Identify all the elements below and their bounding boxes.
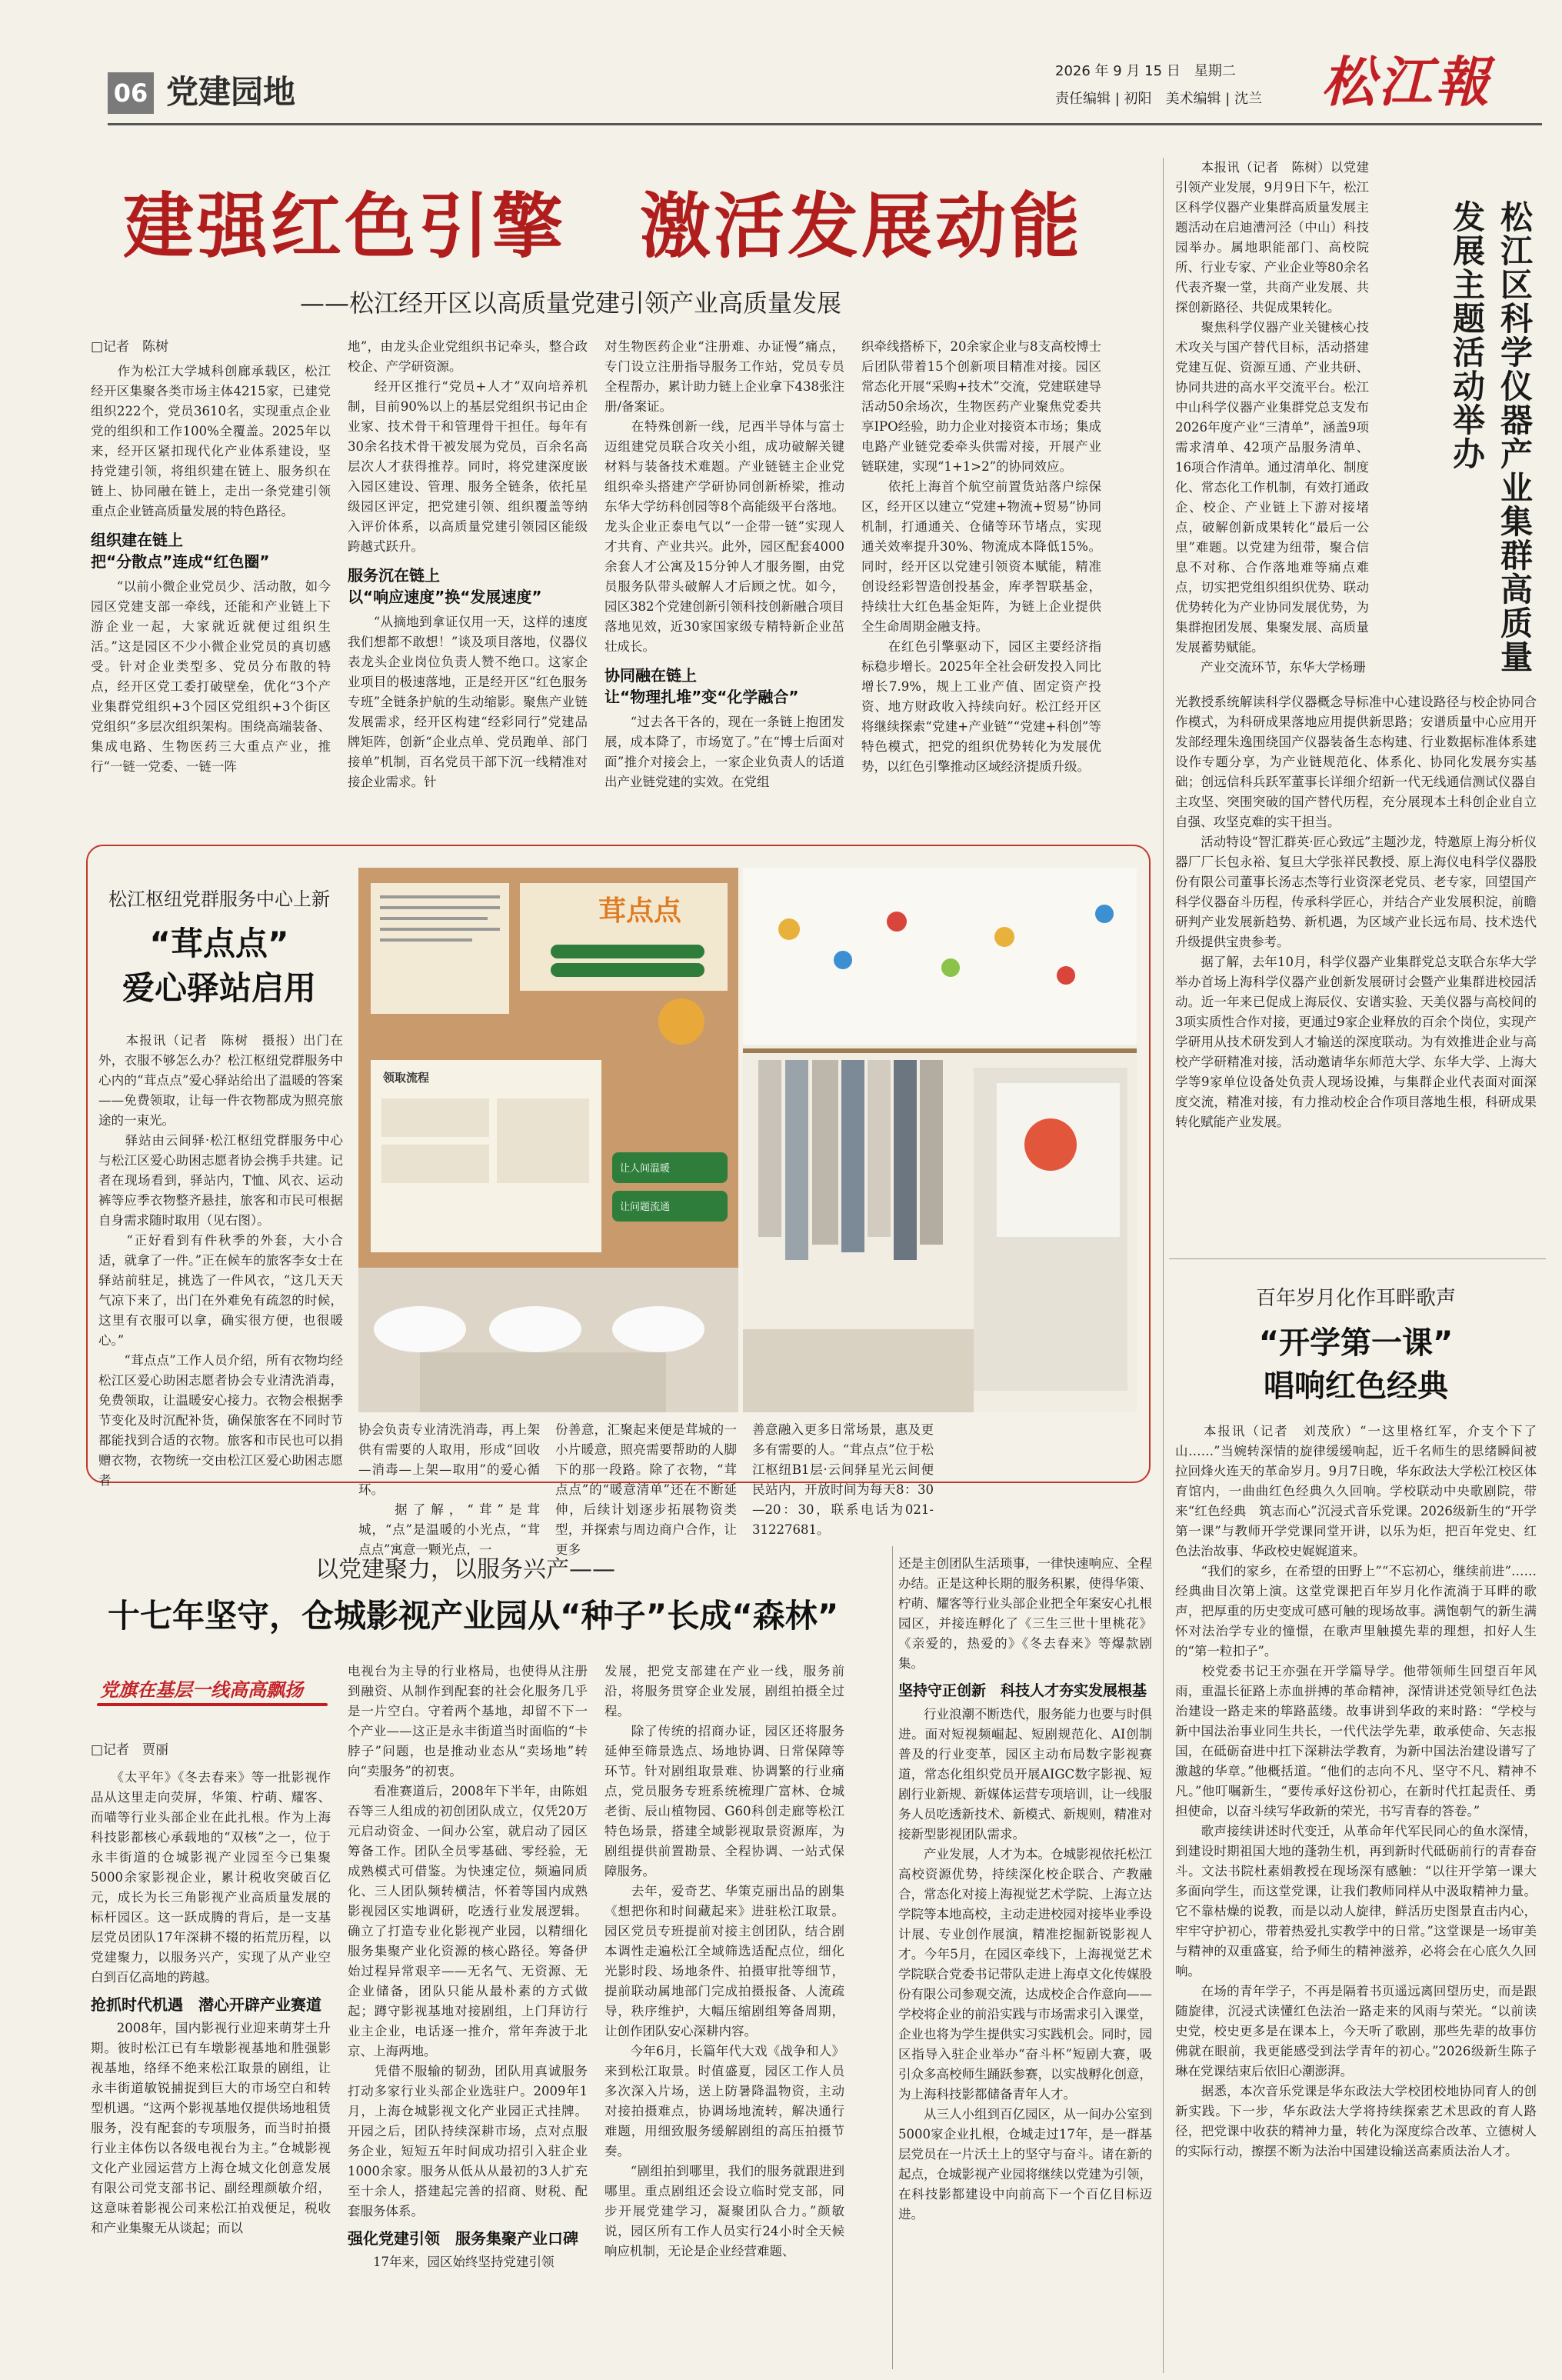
party-flag-banner — [97, 1677, 343, 1711]
lead-column-1 — [91, 362, 331, 777]
lead-column-3 — [604, 337, 844, 792]
lead-subhead: ——松江经开区以高质量党建引领产业高质量发展 — [300, 288, 842, 318]
bottom-column-2 — [348, 1662, 588, 2272]
section-title: 党建园地 — [166, 73, 296, 111]
bottom-divider — [892, 1546, 893, 2369]
feature-title: “茸点点” 爱心驿站启用 — [122, 925, 316, 1007]
right-column-divider — [1163, 158, 1164, 2373]
masthead-rule — [108, 123, 1542, 125]
right-bottom-kicker: 百年岁月化作耳畔歌声 — [1255, 1287, 1456, 1310]
lead-col3-subhead: 协同融在链上 让“物理扎堆”变“化学融合” — [604, 666, 799, 706]
bottom-column-4b — [898, 1554, 1152, 2225]
right-story-body-top: 本报讯（记者 陈树）以党建引领产业发展，9月9日下午，松江区科学仪器产业集群高质量发展主题活动在启迪漕河泾（中山）科技园举办。属地职能部门、高校院所、行业专家、产业企业等80余名代表齐聚一堂，共商产业发展、共探创新路径、共促成果转化。 聚焦科学仪器产业关键核心技术攻关与国产替代目标，活动搭建党建互促、资源互通、产业共研、协同共进的高水平交流平台。松江中山科学仪器产业集群党总支发布2026年度产业“三清单”，涵盖9项需求清单、42项产品服务清单、16项合作清单。通过清单化、制度化、常态化工作机制，有效打通政企、校企、产业链上下游对接堵点，破解创新成果转化“最后一公里”难题。以党建为纽带，聚合信息不对称、合作落地难等痛点难点，切实把党组织组织优势、联动优势转化为产业协同发展优势，为集群抱团发展、集聚发展、高质量发展蓄势赋能。 产业交流环节，东华大学杨珊 — [1175, 160, 1369, 675]
right-bottom-text: 本报讯（记者 刘茂欣）“一这里格红军，介支个下了山……”当婉转深情的旋律缓缓响起，近千名师生的思绪瞬间被拉回烽火连天的革命岁月。9月7日晚，华东政法大学松江校区体育馆内，一曲曲红色经典久久回响。学校联动中央歌剧院，带来“红色经典 筑志而心”沉浸式音乐党课。2026级新生的“开学第一课”与教师开学党课同堂开讲，以乐为炬，把百年党史、红色法治故事、华政校史娓娓道来。 “我们的家乡，在希望的田野上”“不忘初心，继续前进”……经典曲目次第上演。这堂党课把百年岁月化作流淌于耳畔的歌声，把厚重的历史变成可感可触的现场故事。满饱朝气的新生满怀对法治学专业的憧憬，在歌声里触摸先辈的理想，扣好人生的“第一粒扣子”。 校党委书记王亦强在开学篇导学。他带领师生回望百年风雨，重温长征路上赤血拼搏的革命精神，深情讲述党领导红色法治建设一路走来的筚路蓝缕。故事讲到华政的来时路：“学校与新中国法治事业同生共长，一代代法学先辈，敢承使命、矢志报国，在砥砺奋进中扛下深耕法学教育，为新中国法治建设谱写了激越的华章。”他概括道。“他们的志向不凡、坚守不凡、精神不凡。”他叮嘱新生，“要传承好这份初心，在新时代扛起责任、勇担使命，以奋斗续写华政新的荣光，书写青春的答卷。” 歌声接续讲述时代变迁，从革命年代军民同心的鱼水深情，到建设时期祖国大地的蓬勃生机，再到新时代砥砺前行的青春奋斗。文法书院杜素娟教授在现场深有感触：“以往开学第一课大多面向学生，而这堂党课，让我们教师同样从中汲取精神力量。它不靠枯燥的说教，而是以动人旋律，鲜活历史图景直击内心，牢牢守护初心，带着热爱扎实教学中的日常。”这堂课是一场审美与精神的双重盛宴，给予师生的精神滋养，必将会在心底久久回响。 在场的青年学子，不再是隔着书页遥远离回望历史，而是跟随旋律，沉浸式读懂红色法治一路走来的风雨与荣光。“以前读史党，校史更多是在课本上，今天听了歌剧，那些先辈的故事仿佛就在眼前，我更能感受到法学青年的初心。”2026级新生陈子琳在党课结束后依旧心潮澎湃。 据悉，本次音乐党课是华东政法大学校团校地协同育人的创新实践。下一步，华东政法大学将持续探索艺术思政的育人路径，把党课中收获的精神力量，转化为深度综合改革、立德树人的实际行动，擦摆不断为法治中国建设输送高素质法治人才。 — [1175, 1424, 1537, 2158]
board-guide-title: 领取流程 — [383, 1071, 430, 1085]
bottom-col4-text: 还是主创团队生活琐事，一律快速响应、全程办结。正是这种长期的服务积累，使得华策、柠萌、耀客等行业头部企业把全年案安心扎根园区，并接连孵化了《三生三世十里桃花》《亲爱的，热爱的》《冬去春来》等爆款剧集。 — [898, 1556, 1152, 1671]
board-tag-2: 让问题流通 — [620, 1202, 671, 1213]
right-story-headline: 松江区科学仪器产业集群高质量发展主题活动举办 — [1448, 200, 1534, 674]
bottom-col1-text-b: 2008年，国内影视行业迎来萌芽土升期。彼时松江已有车墩影视基地和胜强影视基地，络绎不绝来松江取景的剧组，让永丰街道敏锐捕捉到巨大的市场空白和转型机遇。“这两个影视基地仅提供场地租赁服务，没有配套的专项服务，而当时拍摄行业主体伤以各级电视台为主。”仓城影视文化产业园运营方上海仓城文化创意发展有限公司党支部书记、副经理颜敏介绍，这意味着影视公司来松江拍戏便足，税收和产业集聚无从谈起；而以 — [91, 2021, 331, 2235]
masthead — [0, 0, 1562, 131]
bottom-col4-text-b: 行业浪潮不断迭代，服务能力也要与时俱进。面对短视频崛起、短剧规范化、AI创制普及的行业变革，园区主动布局数字影视赛道，常态化组织党员开展AIGC数字影视、短剧行业新规、新媒体运营专项培训，让一线服务人员吃透新技术、新模式、新规则，精准对接新型影视团队需求。 产业发展，人才为本。仓城影视依托松江高校资源优势，持续深化校企联合、产教融合，常态化对接上海视觉艺术学院、上海立达学院等本地高校，主动走进校园对接毕业季设计展、专业创作展演，精准挖掘新锐影视人才。今年5月，在园区牵线下，上海视觉艺术学院联合党委书记带队走进上海卓文化传媒股份有限公司参观交流，达成校企合作意向——学校将企业的前沿实践与市场需求引入课堂，企业也将为学生提供实习实践机会。同时，园区指导入驻企业举办“奋斗杯”短剧大赛，吸引众多高校师生踊跃参赛，以实战孵化创意，为上海科技影都储备青年人才。 从三人小组到百亿园区，从一间办公室到5000家企业扎根，仓城走过17年，是一群基层党员在一片沃土上的坚守与奋斗。诸在新的起点，仓城影视产业园将继续以党建为引领，在科技影都建设中向前高下一个百亿目标迈进。 — [898, 1707, 1152, 2222]
board-sign-title: 茸点点 — [598, 895, 682, 927]
bottom-headline: 十七年坚守，仓城影视产业园从“种子”长成“森林” — [108, 1597, 839, 1635]
right-story-text — [1175, 158, 1369, 678]
feature-col1-text: 本报讯（记者 陈树 摄报）出门在外，衣服不够怎么办？松江枢纽党群服务中心内的“茸点点”爱心驿站给出了温暖的答案——免费领取，让每一件衣物都成为照亮旅途的一束光。 驿站由云间驿·松江枢纽党群服务中心与松江区爱心助困志愿者协会携手共建。记者在现场看到，驿站内，T恤、风衣、运动裤等应季衣物整齐悬挂，旅客和市民可根据自身需求随时取用（见右图）。 “正好看到有件秋季的外套，大小合适，就拿了一件。”正在候车的旅客李女士在驿站前驻足，挑选了一件风衣，“这几天天气凉下来了，出门在外难免有疏忽的时候，这里有衣服可以拿，确实很方便，也很暖心。” “茸点点”工作人员介绍，所有衣物均经松江区爱心助困志愿者协会专业清洗消毒，免费领取，让温暖安心接力。衣物会根据季节变化及时沉配补货，确保旅客在不同时节都能找到合适的衣物。旅客和市民也可以捐赠衣物，衣物统一交由松江区爱心助困志愿者 — [98, 1033, 343, 1488]
editors-line: 责任编辑 | 初阳 美术编辑 | 沈兰 — [1055, 91, 1263, 107]
feature-photo-clothes — [743, 868, 1137, 1412]
right-bottom-headline: “开学第一课” 唱响红色经典 — [1258, 1325, 1454, 1404]
lead-col1-text-b: “以前小微企业党员少、活动散，如今园区党建支部一牵线，还能和产业链上下游企业一起，大家就近就便过组织生活。”这是园区不少小微企业党员的真切感受。针对企业类型多、党员分布散的特点，经开区党工委打破壁垒，优化“3个产业集群党组织+3个园区党组织+3个街区党组织”多层次组织架构。围绕高端装备、集成电路、生物医药三大重点产业，推行“一链一党委、一链一阵 — [91, 579, 331, 774]
lead-column-2 — [348, 337, 588, 792]
lead-col1-subhead: 组织建在链上 把“分散点”连成“红色圈” — [91, 531, 270, 571]
lead-col1-text: 作为松江大学城科创廊承载区，松江经开区集聚各类市场主体4215家，已建党组织222个，党员3610名，实现重点企业党的组织和工作100%全覆盖。2025年以来，经开区紧扣现代化产业体系建设，坚持党建引领，将组织建在链上、服务织在链上、协同融在链上，走出一条党建引领重点企业链高质量发展的特色路径。 — [91, 364, 331, 518]
lead-byline: □记者 陈树 — [91, 339, 169, 355]
feature-col2-text: 协会负责专业清洗消毒，再上架供有需要的人取用，形成“回收—消毒—上架—取用”的爱心循环。 据了解，“茸”是茸城，“点”是温暖的小光点，“茸点点”寓意一颗光点，一 — [358, 1422, 540, 1557]
bottom-column-3 — [604, 1662, 844, 2262]
lead-col3-text: 对生物医药企业“注册难、办证慢”痛点，专门设立注册指导服务工作站，党员专员全程帮办，累计助力链上企业拿下438张注册/备案证。 在特殊创新一线，尼西半导体与富士迈组建党员联合攻关小组，成功破解关键材料与装备技术难题。产业链链主企业党组织牵头搭建产学研协同创新桥梁，推动东华大学纺科创园等8个高能级平台落地。龙头企业正泰电气以“一企带一链”实现人才共育、产业共兴。此外，园区配套4000余套人才公寓及15分钟人才服务圈，由党员服务队带头破解人才后顾之忧。如今，园区382个党建创新引领科技创新融合项目落地见效，近30家国家级专精特新企业茁壮成长。 — [604, 339, 844, 654]
feature-photo-board — [358, 868, 738, 1412]
banner-swoosh — [97, 1703, 328, 1706]
lead-col2-text-b: “从摘地到拿证仅用一天，这样的速度我们想都不敢想！”谈及项目落地，仪器仪表龙头企业岗位负责人赞不绝口。这家企业项目的极速落地，正是经开区“红色服务专班”全链条护航的生动缩影。聚焦产业链发展需求，经开区构建“经彩同行”党建品牌矩阵，创新“企业点单、党员跑单、部门接单”机制，百名党员干部下沉一线精准对接企业需求。针 — [348, 615, 588, 789]
bottom-col2-subhead: 强化党建引领 服务集聚产业口碑 — [348, 2229, 578, 2248]
board-tag-1: 让人间温暖 — [620, 1163, 671, 1175]
bottom-column-1 — [91, 1768, 331, 2238]
bottom-col1-subhead: 抢抓时代机遇 潜心开辟产业赛道 — [91, 1995, 321, 2014]
page-number-badge: 06 — [108, 72, 154, 114]
lead-col2-subhead: 服务沉在链上 以“响应速度”换“发展速度” — [348, 566, 542, 606]
feature-kicker: 松江枢纽党群服务中心上新 — [108, 888, 330, 910]
lead-col3-text-b: “过去各干各的，现在一条链上抱团发展，成本降了，市场宽了。”在“博士后面对面”推介对接会上，一家企业负责人的话道出产业链党建的实效。在党组 — [604, 715, 844, 789]
issue-date: 2026 年 9 月 15 日 星期二 — [1055, 63, 1236, 79]
bottom-col1-text: 《太平年》《冬去春来》等一批影视作品从这里走向荧屏，华策、柠萌、耀客、而喵等行业头部企业在此扎根。作为上海科技影都核心承载地的“双核”之一，位于永丰街道的仓城影视产业园至今已集聚5000余家影视企业，累计税收突破百亿元，成长为长三角影视产业高质量发展的标杆园区。这一跃成腾的背后，是一支基层党员团队17年深耕不辍的拓荒历程，以党建聚力，以服务兴产，实现了从产业空白到百亿高地的跨越。 — [91, 1770, 331, 1985]
bottom-col3-text: 发展，把党支部建在产业一线，服务前沿，将服务贯穿企业发展，剧组拍摄全过程。 除了传统的招商办证，园区还将服务延伸至筛景选点、场地协调、日常保障等环节。针对剧组取景难、协调繁的行业痛点，党员服务专班系统梳理广富林、仓城老街、辰山植物园、G60科创走廊等松江特色场景，搭建全域影视取景资源库，为剧组提供前置勘景、全程协调、一站式保障服务。 去年，爱奇艺、华策克丽出品的剧集《想把你和时间藏起来》进驻松江取景。园区党员专班提前对接主创团队，结合剧本调性走遍松江全域筛选适配点位，细化光影时段、场地条件、拍摄审批等细节，提前联动属地部门完成拍摄报备、人流疏导，秩序维护，大幅压缩剧组筹备周期，让创作团队安心深耕内容。 今年6月，长篇年代大戏《战争和人》来到松江取景。时值盛夏，园区工作人员多次深入片场，送上防暑降温物资，主动对接拍摄难点，协调场地流转，解决通行难题，用细致服务缓解剧组的高压拍摄节奏。 “剧组拍到哪里，我们的服务就跟进到哪里。重点剧组还会设立临时党支部，同步开展党建学习，凝聚团队合力。”颜敏说，园区所有工作人员实行24小时全天候响应机制，无论是企业经营难题、 — [604, 1664, 844, 2258]
feature-col3-text: 份善意，汇聚起来便是茸城的一小片暖意，照亮需要帮助的人脚下的那一段路。除了衣物，“茸点点”的“暖意清单”还在不断延伸，后续计划逐步拓展物资类型，并探索与周边商户合作，让更多 — [555, 1422, 737, 1557]
lead-col2-text: 地”，由龙头企业党组织书记牵头，整合政校企、产学研资源。 经开区推行“党员+人才”双向培养机制，目前90%以上的基层党组织书记由企业家、技术骨干和管理骨干担任。每年有30余名技术骨干被发展为党员，百余名高层次人才获得推荐。同时，将党建深度嵌入园区建设、管理、服务全链条，依托星级园区评定，把党建引领、组织覆盖等纳入评价体系，以高质量党建引领园区能级跨越式跃升。 — [348, 339, 588, 554]
bottom-kicker: 以党建聚力，以服务兴产—— — [315, 1556, 615, 1583]
lead-column-4 — [861, 337, 1101, 777]
bottom-byline: □记者 贾丽 — [91, 1742, 169, 1758]
feature-col4-text: 善意融入更多日常场景，惠及更多有需要的人。“茸点点”位于松江枢纽B1层·云间驿星光云间便民站内，开放时间为每天8：30—20：30，联系电话为021-31227681。 — [752, 1422, 934, 1537]
lead-headline: 建强红色引擎 激活发展动能 — [123, 185, 1084, 268]
right-story-continued: 光教授系统解读科学仪器概念导标准中心建设路径与校企协同合作模式，为科研成果落地应用提供新思路；安谱质量中心应用开发部经理朱逸围绕国产仪器装备生态构建、行业数据标准体系建设作专题分享，为产业链规范化、体系化、协同化发展夯实基础；创远信科兵跃军董事长详细介绍新一代无线通信测试仪器自主攻坚、突围突破的国产替代历程，充分展现本土科创企业自立自强、攻坚克难的实干担当。 活动特设“智汇群英·匠心致远”主题沙龙，特邀原上海分析仪器厂厂长包永裕、复旦大学张祥民教授、原上海仪电科学仪器股份有限公司董事长汤志杰等行业资深老党员、老专家，回望国产科学仪器奋斗历程，传承科学匠心，并结合产业发展积淀，前瞻研判产业发展新趋势、新机遇，为区域产业长远布局、技术迭代升级提供宝贵参考。 据了解，去年10月，科学仪器产业集群党总支联合东华大学举办首场上海科学仪器产业创新发展研讨会暨产业集群进校园活动。近一年来已促成上海辰仪、安谱实验、天美仪器与高校间的3项实质性合作对接，更通过9家企业释放的百余个岗位，实现产学研用从技术研发到人才输送的深度联动。为有效推进企业与高校产学研精准对接，活动邀请华东师范大学、东华大学、上海大学等9家单位设备处负责人现场设摊，与集群企业代表面对面深度交流，精准对接，有力推动校企合作项目落地生根，科研成果转化赋能产业发展。 — [1175, 695, 1537, 1129]
bottom-col4-subhead: 坚持守正创新 科技人才夯实发展根基 — [898, 1682, 1147, 1699]
bottom-col2-text: 电视台为主导的行业格局，也使得从注册到融资、从制作到配套的社会化服务几乎是一片空白。守着两个基地，却留不下一个产业——这正是永丰街道当时面临的“卡脖子”问题，也是推动业态从“卖场地”转向“卖服务”的初衷。 看准赛道后，2008年下半年，由陈姐吞等三人组成的初创团队成立，仅凭20万元启动资金、一间办公室，就启动了园区筹备工作。团队全员零基础、零经验，无成熟模式可借鉴。为快速定位，频遍同质化、三人团队频转横洁，怀着等国内成熟影视园区实地调研，吃透行业发展逻辑。确立了打造专业化影视产业园，以精细化服务集聚产业化资源的核心路径。筹备伊始过程异常艰辛——无名气、无资源、无企业储备，团队只能从最朴素的方式做起；蹲守影视基地对接剧组，上门拜访行业主企业，电话逐一推介，常年奔波于北京、上海两地。 凭借不服输的韧劲，团队用真诚服务打动多家行业头部企业选驻户。2009年1月，上海仓城影视文化产业园正式挂牌。开园之后，团队持续深耕市场，点对点服务企业，短短五年时间成功招引入驻企业1000余家。服务从低从从最初的3人扩充至十余人，搭建起完善的招商、财税、配套服务体系。 — [348, 1664, 588, 2218]
newspaper-logo: 松江報 — [1321, 50, 1492, 114]
bottom-col2-text-b: 17年来，园区始终坚持党建引领 — [348, 2255, 555, 2269]
banner-text: 党旗在基层一线高高飘扬 — [100, 1678, 303, 1701]
right-bottom-top-rule — [1169, 1258, 1546, 1259]
lead-col4-text: 织牵线搭桥下，20余家企业与8支高校博士后团队带着15个创新项目精准对接。园区常态化开展“采购+技术”交流，党建联建导活动50余场次，生物医药产业聚焦党委共享IPO经验，助力企业对接资本市场；集成电路产业链党委牵头供需对接，开展产业链联建，实现“1+1>2”的协同效应。 依托上海首个航空前置货站落户综保区，经开区以建立“党建+物流+贸易”协同机制，打通通关、仓储等环节堵点，实现通关效率提升30%、物流成本降低15%。同时，经开区以党建引领资本赋能，精准创设经彩智造创投基金，库孝智联基金，持续壮大红色基金矩阵，为链上企业提供全生命周期金融支持。 在红色引擎驱动下，园区主要经济指标稳步增长。2025年全社会研发投入同比增长7.9%，规上工业产值、固定资产投资、地方财政收入持续向好。松江经开区将继续探索“党建+产业链”“党建+科创”等特色模式，把党的组织优势转化为发展优势，以红色引擎推动区域经济提质升级。 — [861, 339, 1101, 774]
